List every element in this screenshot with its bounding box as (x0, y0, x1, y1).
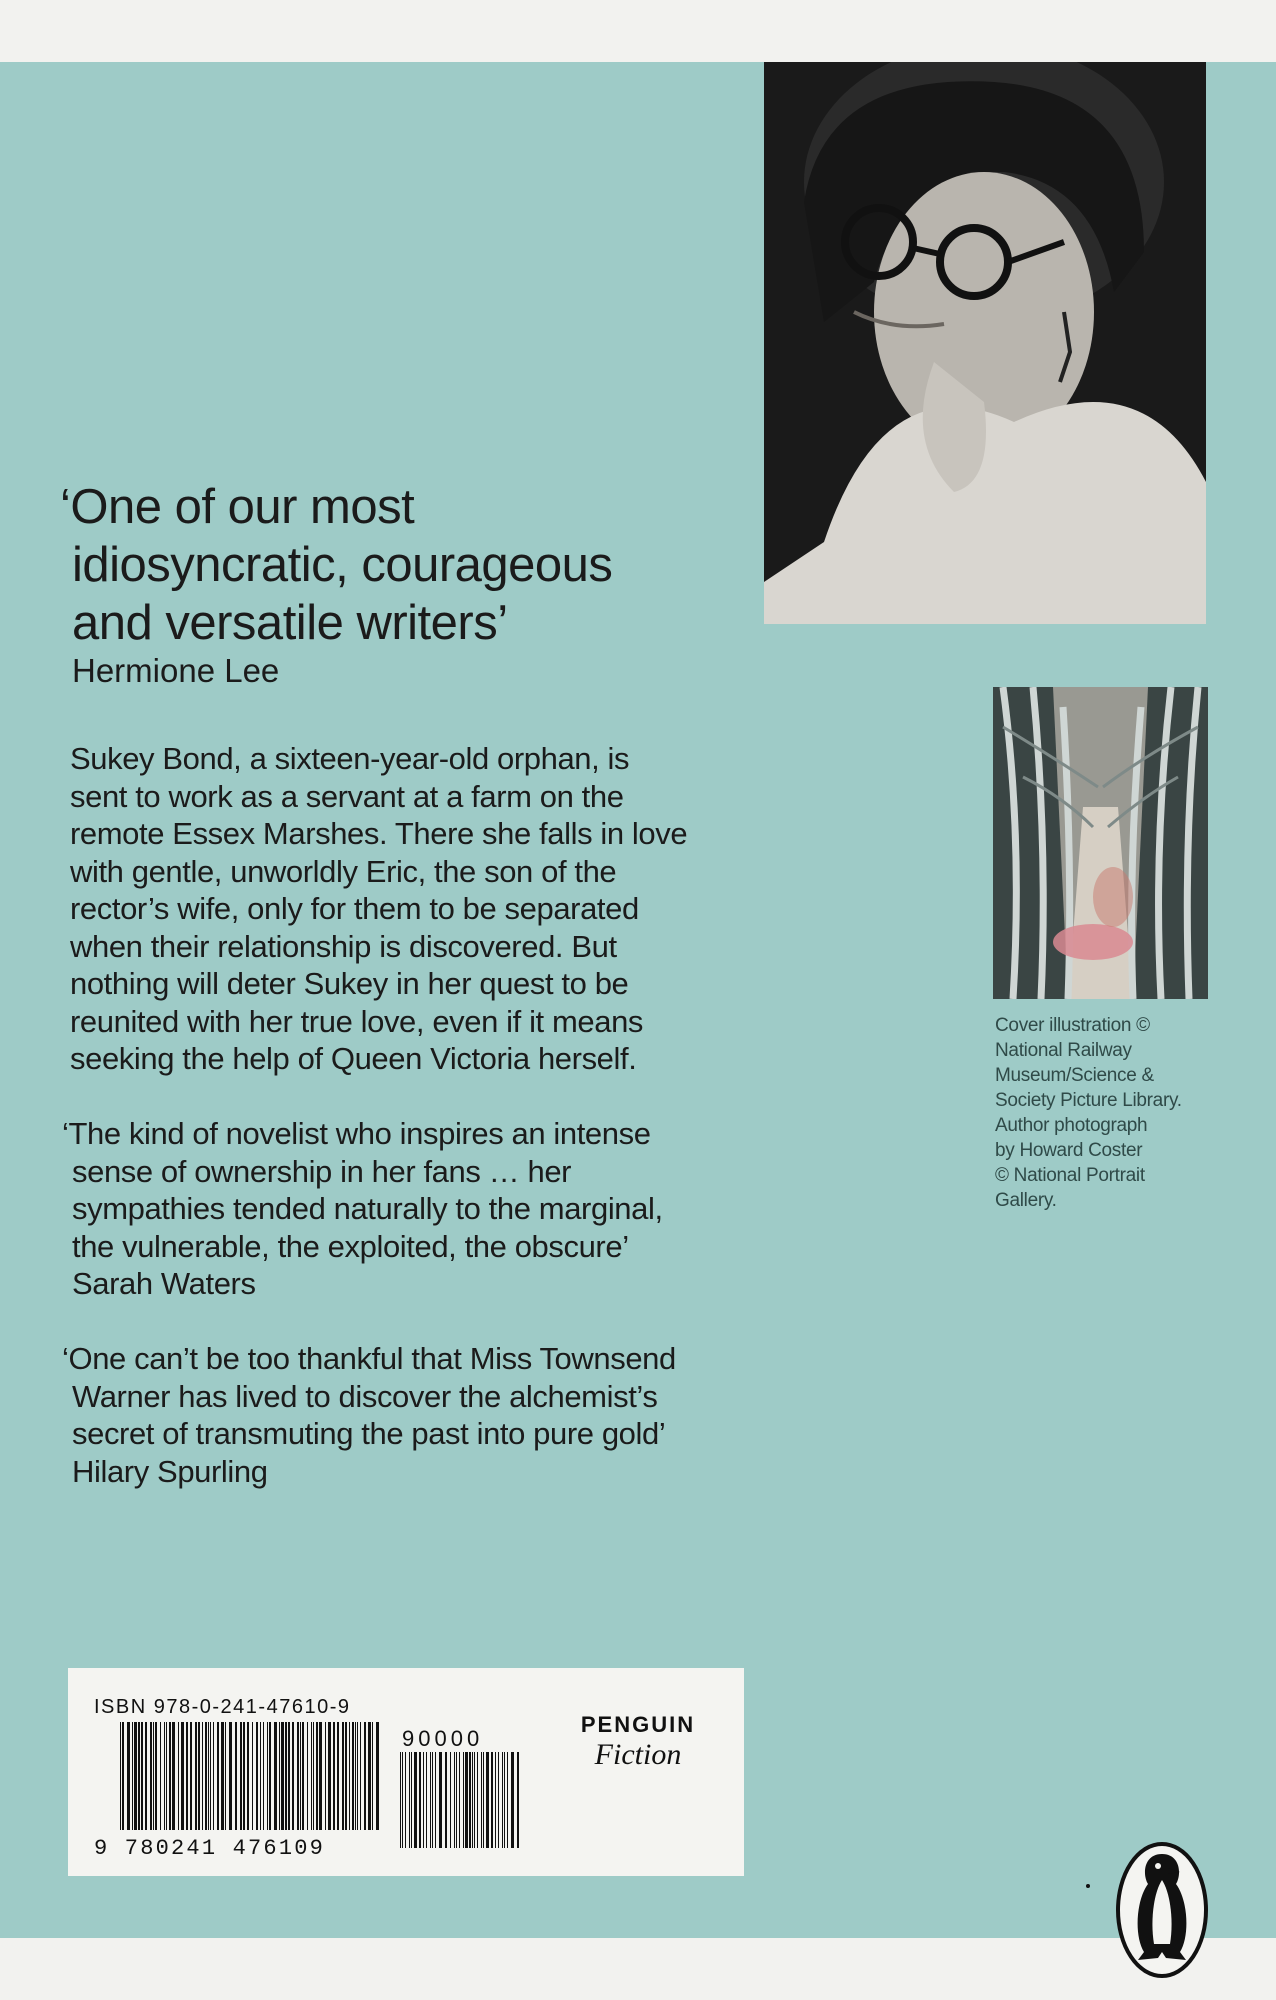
barcode-bar (225, 1722, 226, 1830)
barcode-bar (432, 1752, 433, 1848)
barcode-bar (463, 1752, 464, 1848)
barcode-bar (511, 1752, 514, 1848)
barcode-main (120, 1722, 380, 1830)
barcode-bar (292, 1722, 294, 1830)
barcode-bar (150, 1722, 152, 1830)
quote-attribution: Hilary Spurling (72, 1453, 268, 1489)
barcode-bar (267, 1722, 268, 1830)
quote-attribution: Sarah Waters (72, 1266, 256, 1301)
barcode-bar (414, 1752, 417, 1848)
quote-line: ‘One can’t be too thankful that Miss Townsend (62, 1341, 676, 1376)
barcode-bar (483, 1752, 484, 1848)
penguin-logo-icon (1114, 1840, 1210, 1980)
barcode-bar (316, 1722, 318, 1830)
barcode-bar (405, 1752, 406, 1848)
forest-cover-illustration (993, 687, 1208, 999)
publisher-name: PENGUIN (580, 1712, 696, 1737)
quote-line: secret of transmuting the past into pure gold’ (72, 1416, 666, 1451)
blurb-line: rector’s wife, only for them to be separated (70, 891, 639, 926)
credit-line: Cover illustration © (995, 1015, 1150, 1036)
barcode-bar (288, 1722, 290, 1830)
barcode-bar (342, 1722, 344, 1830)
barcode-addon (400, 1752, 520, 1848)
author-portrait-photo (764, 62, 1206, 624)
barcode-bar (435, 1752, 436, 1848)
barcode-bar (164, 1722, 165, 1830)
credit-line: © National Portrait (995, 1165, 1145, 1186)
barcode-digits: 9 780241 476109 (94, 1836, 326, 1861)
main-quote (60, 478, 740, 652)
barcode-bar (352, 1722, 354, 1830)
barcode-bar (372, 1722, 373, 1830)
barcode-bar (279, 1722, 280, 1830)
barcode-bar (195, 1722, 197, 1830)
barcode-bar (166, 1722, 167, 1830)
barcode-bar (198, 1722, 200, 1830)
barcode-bar (311, 1722, 312, 1830)
blurb-line: remote Essex Marshes. There she falls in love (70, 816, 688, 851)
credit-line: Author photograph (995, 1115, 1148, 1136)
barcode-bar (263, 1722, 264, 1830)
main-quote-attribution: Hermione Lee (72, 652, 280, 689)
barcode-bar (302, 1722, 304, 1830)
credit-line: Society Picture Library. (995, 1090, 1182, 1111)
main-quote-line: idiosyncratic, courageous (72, 538, 613, 592)
blurb-line: seeking the help of Queen Victoria herself. (70, 1041, 637, 1076)
barcode-bar (465, 1752, 468, 1848)
barcode-bar (426, 1752, 427, 1848)
barcode-bar (474, 1752, 475, 1848)
barcode-bar (186, 1722, 188, 1830)
marker-dot (1086, 1884, 1090, 1888)
blurb-line: reunited with her true love, even if it means (70, 1003, 644, 1039)
barcode-bar (402, 1752, 403, 1848)
barcode-bar (368, 1722, 371, 1830)
barcode-bar (120, 1722, 121, 1830)
barcode-bar (445, 1752, 447, 1848)
barcode-bar (419, 1752, 421, 1848)
barcode-bar (319, 1722, 322, 1830)
barcode-bar (423, 1752, 424, 1848)
author-portrait (764, 62, 1206, 624)
barcode-bar (235, 1722, 237, 1830)
barcode-bar (486, 1752, 489, 1848)
blurb-line: with gentle, unworldly Eric, the son of the (70, 853, 617, 889)
barcode-bar (132, 1722, 133, 1830)
barcode-bar (285, 1722, 287, 1830)
barcode-bar (364, 1722, 366, 1830)
barcode-bar (141, 1722, 143, 1830)
barcode-bar (357, 1722, 358, 1830)
quote-line: sense of ownership in her fans … her (72, 1153, 572, 1189)
barcode-bar (172, 1722, 175, 1830)
isbn-label: ISBN 978-0-241-47610-9 (94, 1696, 351, 1718)
barcode-bar (134, 1722, 137, 1830)
barcode-bar (217, 1722, 219, 1830)
barcode-bar (459, 1752, 460, 1848)
blurb (70, 740, 770, 1078)
barcode-bar (328, 1722, 331, 1830)
barcode-bar (333, 1722, 335, 1830)
publisher-brand (568, 1712, 708, 1772)
credit-line: Gallery. (995, 1190, 1057, 1211)
barcode-bar (221, 1722, 224, 1830)
credit-line: National Railway (995, 1040, 1132, 1061)
barcode-bar (138, 1722, 140, 1830)
barcode-bar (208, 1722, 209, 1830)
barcode-bar (169, 1722, 171, 1830)
barcode-bar (450, 1752, 451, 1848)
barcode-bar (155, 1722, 157, 1830)
blurb-line: Sukey Bond, a sixteen-year-old orphan, is (70, 741, 630, 776)
barcode-bar (260, 1722, 261, 1830)
barcode-bar (409, 1752, 410, 1848)
imprint-name: Fiction (594, 1738, 682, 1771)
barcode-bar (439, 1752, 442, 1848)
barcode-bar (504, 1752, 505, 1848)
barcode-bar (247, 1722, 249, 1830)
barcode-bar (430, 1752, 431, 1848)
quote-line: sympathies tended naturally to the marginal, (72, 1191, 663, 1226)
barcode-bar (345, 1722, 347, 1830)
barcode-bar (472, 1752, 473, 1848)
barcode-bar (178, 1722, 179, 1830)
barcode-bar (360, 1722, 361, 1830)
barcode-bar (160, 1722, 161, 1830)
main-quote-line: and versatile writers’ (72, 596, 508, 650)
barcode-bar (400, 1752, 401, 1848)
barcode-bar (240, 1722, 242, 1830)
back-cover (0, 62, 1276, 1938)
cover-credits (995, 1013, 1225, 1213)
penguin-logo (1114, 1840, 1210, 1980)
barcode-bar (502, 1752, 503, 1848)
barcode-bar (454, 1752, 455, 1848)
blurb-line: nothing will deter Sukey in her quest to be (70, 966, 629, 1001)
barcode-bar (355, 1722, 356, 1830)
barcode-bar (213, 1722, 214, 1830)
barcode-bar (153, 1722, 154, 1830)
review-quote-sarah-waters (62, 1115, 782, 1303)
barcode-bar (481, 1752, 482, 1848)
barcode-bar (325, 1722, 326, 1830)
barcode-bar (210, 1722, 211, 1830)
cover-illustration (993, 687, 1208, 999)
barcode-bar (498, 1752, 499, 1848)
barcode-bar (376, 1722, 379, 1830)
quote-line: the vulnerable, the exploited, the obscure’ (72, 1228, 629, 1264)
credit-line: by Howard Coster (995, 1140, 1143, 1161)
barcode-bar (491, 1752, 493, 1848)
barcode-bar (300, 1722, 301, 1830)
barcode-bar (337, 1722, 339, 1830)
review-quote-hilary-spurling (62, 1340, 782, 1490)
barcode-bar (190, 1722, 192, 1830)
blurb-line: when their relationship is discovered. But (70, 928, 617, 964)
barcode-bar (281, 1722, 284, 1830)
quote-line: ‘The kind of novelist who inspires an intense (62, 1116, 651, 1151)
barcode-bar (469, 1752, 471, 1848)
barcode-bar (507, 1752, 508, 1848)
barcode-bar (122, 1722, 124, 1830)
barcode-bar (297, 1722, 299, 1830)
barcode-bar (269, 1722, 271, 1830)
barcode-bar (181, 1722, 184, 1830)
barcode-bar (202, 1722, 203, 1830)
barcode-bar (477, 1752, 478, 1848)
barcode-bar (313, 1722, 314, 1830)
barcode-bar (349, 1722, 350, 1830)
barcode-bar (205, 1722, 207, 1830)
credit-line: Museum/Science & (995, 1065, 1154, 1086)
quote-line: Warner has lived to discover the alchemist’s (72, 1378, 658, 1414)
barcode-bar (229, 1722, 232, 1830)
barcode-bar (252, 1722, 253, 1830)
barcode-bar (411, 1752, 412, 1848)
barcode-bar (495, 1752, 496, 1848)
barcode-bar (456, 1752, 457, 1848)
barcode-bar (307, 1722, 308, 1830)
barcode-bar (127, 1722, 130, 1830)
barcode-bar (243, 1722, 245, 1830)
main-quote-line: ‘One of our most (60, 480, 415, 534)
barcode-bar (274, 1722, 277, 1830)
barcode-bar (145, 1722, 147, 1830)
barcode-bar (517, 1752, 519, 1848)
barcode-panel (68, 1668, 744, 1876)
blurb-line: sent to work as a servant at a farm on the (70, 778, 624, 814)
barcode-bar (256, 1722, 258, 1830)
barcode-addon-digits: 90000 (402, 1726, 484, 1751)
